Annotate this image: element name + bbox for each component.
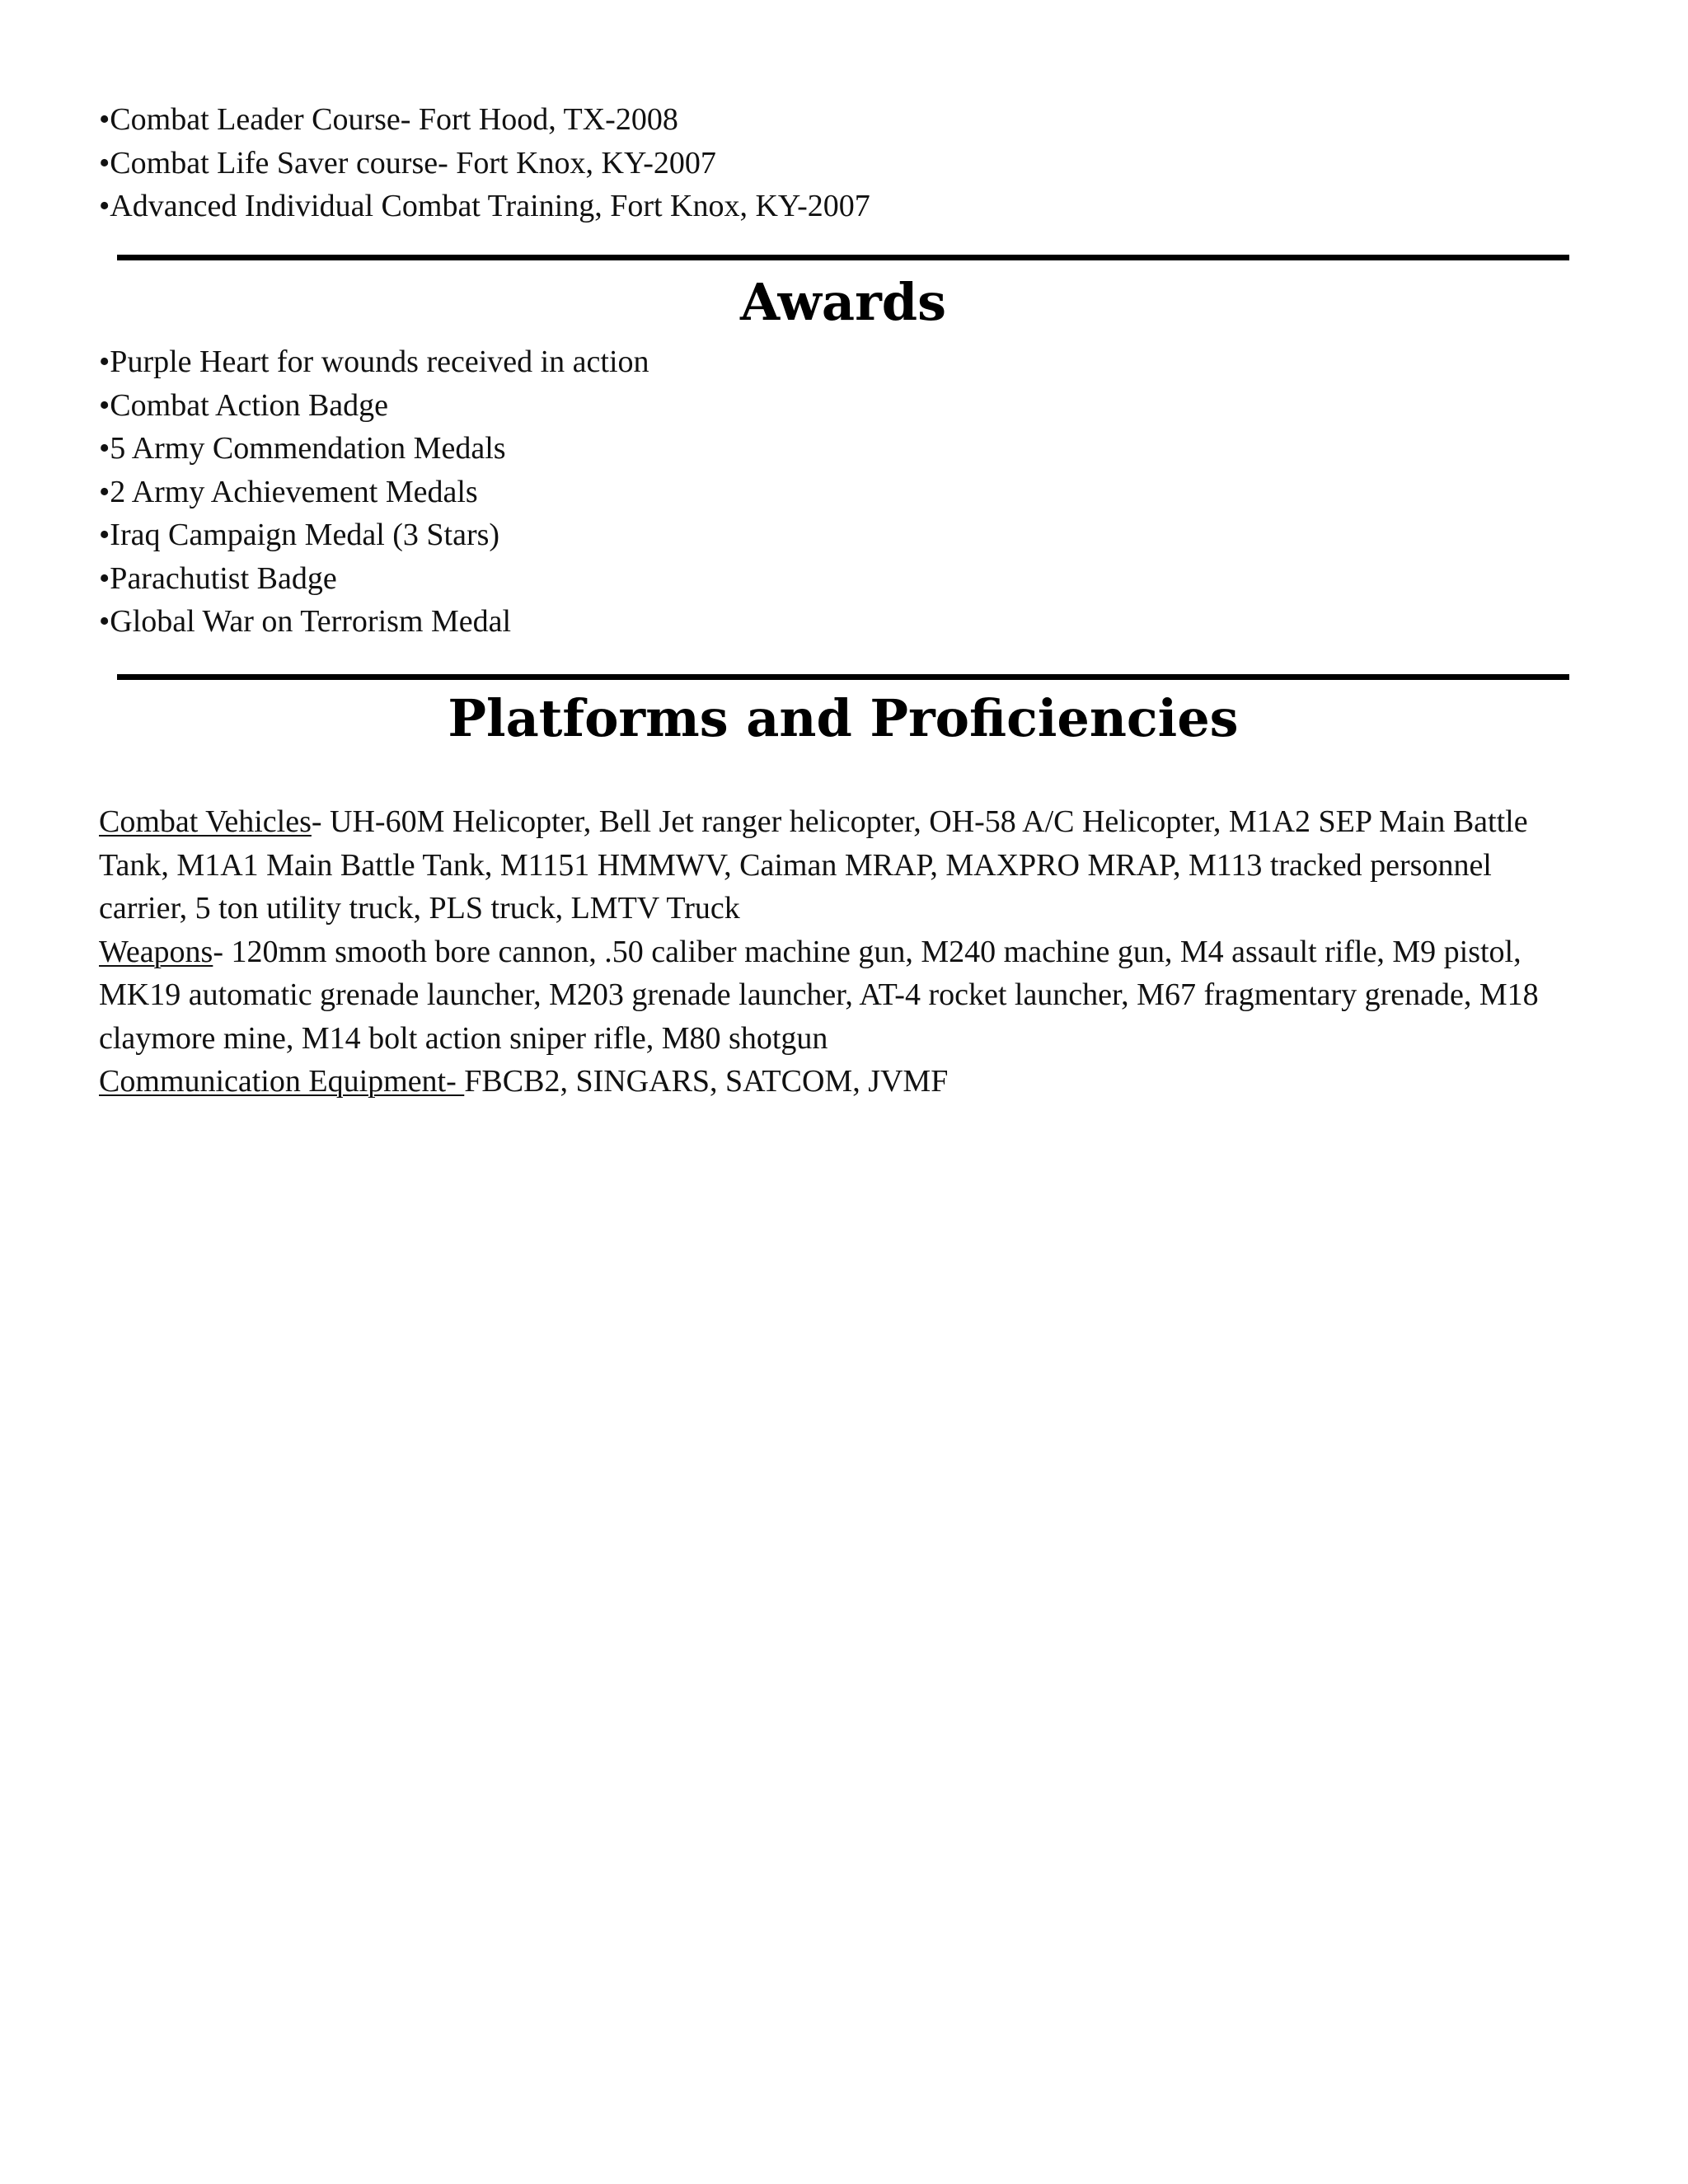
weapons-text: - 120mm smooth bore cannon, .50 caliber machine gun, M240 machine gun, M4 assault rifle, M9 pistol, MK19 automatic grenade launcher, M203 grenade launcher, AT-4 rocket launcher, M67 fragmentary grenade, M18 claymore mine, M14 bolt action sniper rifle, M80 shotgun bbox=[99, 934, 1539, 1056]
communication-text: FBCB2, SINGARS, SATCOM, JVMF bbox=[464, 1064, 949, 1099]
awards-heading: Awards bbox=[739, 272, 947, 332]
award-item: •Parachutist Badge bbox=[99, 560, 337, 596]
award-item: •Combat Action Badge bbox=[99, 387, 389, 423]
award-item: •Purple Heart for wounds received in action bbox=[99, 344, 649, 379]
award-item: •2 Army Achievement Medals bbox=[99, 474, 478, 509]
communication-label: Communication Equipment- bbox=[99, 1064, 465, 1099]
award-item: •5 Army Commendation Medals bbox=[99, 431, 506, 466]
training-item: •Advanced Individual Combat Training, Fort Knox, KY-2007 bbox=[99, 189, 870, 223]
awards-list bbox=[99, 340, 649, 644]
combat-vehicles-text: - UH-60M Helicopter, Bell Jet ranger helicopter, OH-58 A/C Helicopter, M1A2 SEP Main Battle Tank, M1A1 Main Battle Tank, M1151 HMMWV, Caiman MRAP, MAXPRO MRAP, M113 tracked personnel carrier, 5 ton utility truck, PLS truck, LMTV Truck bbox=[99, 804, 1528, 926]
training-list bbox=[99, 98, 870, 228]
section-divider bbox=[117, 255, 1569, 260]
section-divider bbox=[117, 674, 1569, 680]
training-item: •Combat Life Saver course- Fort Knox, KY-2007 bbox=[99, 145, 716, 180]
platforms-section bbox=[99, 800, 1582, 1104]
combat-vehicles-paragraph bbox=[99, 800, 1582, 930]
communication-paragraph bbox=[99, 1060, 1582, 1104]
training-item: •Combat Leader Course- Fort Hood, TX-2008 bbox=[99, 102, 678, 137]
weapons-paragraph bbox=[99, 930, 1582, 1061]
award-item: •Iraq Campaign Medal (3 Stars) bbox=[99, 518, 500, 552]
award-item: •Global War on Terrorism Medal bbox=[99, 604, 512, 639]
platforms-heading: Platforms and Proficiencies bbox=[448, 688, 1239, 748]
weapons-label: Weapons bbox=[99, 934, 213, 969]
combat-vehicles-label: Combat Vehicles bbox=[99, 804, 312, 839]
